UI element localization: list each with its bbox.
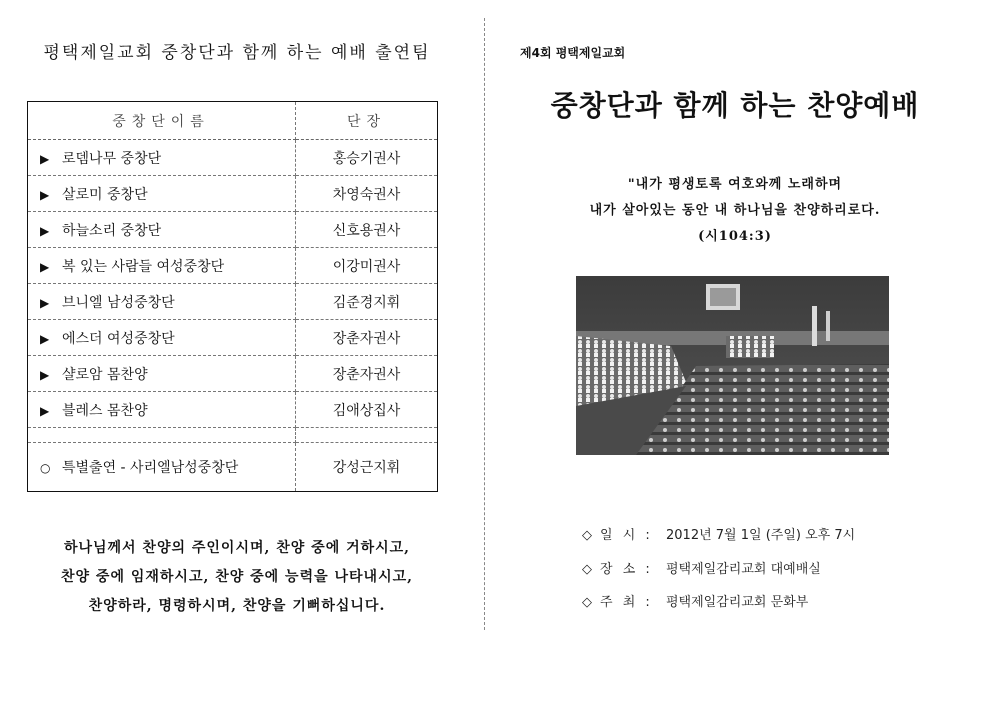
special-choir-name: 특별출연 - 사리엘남성중창단 [62,460,239,476]
arrow-marker-icon: ▶ [40,259,50,274]
info-label: 일 시 : [600,528,653,543]
choir-name: 복 있는 사람들 여성중창단 [62,258,225,275]
arrow-marker-icon: ▶ [40,331,50,346]
special-choir-leader: 강성근지휘 [332,460,401,476]
info-value: 2012년 7월 1일 (주일) 오후 7시 [666,528,856,543]
main-title: 중창단과 함께 하는 찬양예배 [550,89,920,122]
info-label: 주 최 : [600,595,653,610]
table-row [28,320,438,356]
diamond-icon: ◇ [582,595,592,610]
info-date [582,524,855,543]
choir-name: 살로미 중창단 [62,186,148,203]
scripture-verse [515,172,955,250]
choir-leader: 김준경지휘 [296,284,438,320]
arrow-marker-icon: ▶ [40,187,50,202]
choir-name: 로뎀나무 중창단 [62,150,162,167]
table-header-row [28,102,438,140]
arrow-marker-icon: ▶ [40,151,50,166]
choir-table [27,101,438,492]
choir-name: 브니엘 남성중창단 [62,294,175,311]
performers-title: 평택제일교회 중창단과 함께 하는 예배 출연팀 [43,43,431,63]
table-row [28,284,438,320]
choir-leader: 신호용권사 [296,212,438,248]
choir-name: 샬로암 몸찬양 [62,366,148,383]
header-leader: 단장 [296,102,438,140]
edition-label: 제4회 평택제일교회 [520,46,626,60]
arrow-marker-icon: ▶ [40,403,50,418]
choir-leader: 김애상집사 [296,392,438,428]
choir-photo [576,276,889,455]
diamond-icon: ◇ [582,528,592,543]
info-place [582,558,821,577]
info-label: 장 소 : [600,562,653,577]
header-choir-name: 중창단이름 [28,102,296,140]
table-spacer-row [28,428,438,443]
praise-line: 찬양 중에 임재하시고, 찬양 중에 능력을 나타내시고, [61,569,413,585]
table-row-special [28,443,438,492]
choir-name: 에스더 여성중창단 [62,330,175,347]
info-host [582,591,808,610]
info-value: 평택제일감리교회 문화부 [666,595,809,610]
choir-leader: 장춘자권사 [296,320,438,356]
table-row [28,212,438,248]
choir-leader: 차영숙권사 [296,176,438,212]
info-value: 평택제일감리교회 대예배실 [666,562,821,577]
choir-name: 블레스 몸찬양 [62,402,148,419]
choir-leader: 이강미권사 [296,248,438,284]
choir-leader: 홍승기권사 [296,140,438,176]
praise-line: 찬양하라, 명령하시며, 찬양을 기뻐하십니다. [88,598,386,614]
table-row [28,392,438,428]
circle-marker-icon: ○ [40,461,51,475]
arrow-marker-icon: ▶ [40,295,50,310]
table-row [28,140,438,176]
diamond-icon: ◇ [582,562,592,577]
table-row [28,248,438,284]
praise-statement [22,534,452,621]
verse-reference: (시104:3) [698,229,772,244]
table-row [28,356,438,392]
praise-line: 하나님께서 찬양의 주인이시며, 찬양 중에 거하시고, [63,540,411,556]
verse-line: "내가 평생토록 여호와께 노래하며 [627,177,843,192]
fold-divider [484,18,485,630]
verse-line: 내가 살아있는 동안 내 하나님을 찬양하리로다. [589,203,881,218]
choir-leader: 장춘자권사 [296,356,438,392]
arrow-marker-icon: ▶ [40,367,50,382]
arrow-marker-icon: ▶ [40,223,50,238]
table-row [28,176,438,212]
choir-name: 하늘소리 중창단 [62,222,162,239]
